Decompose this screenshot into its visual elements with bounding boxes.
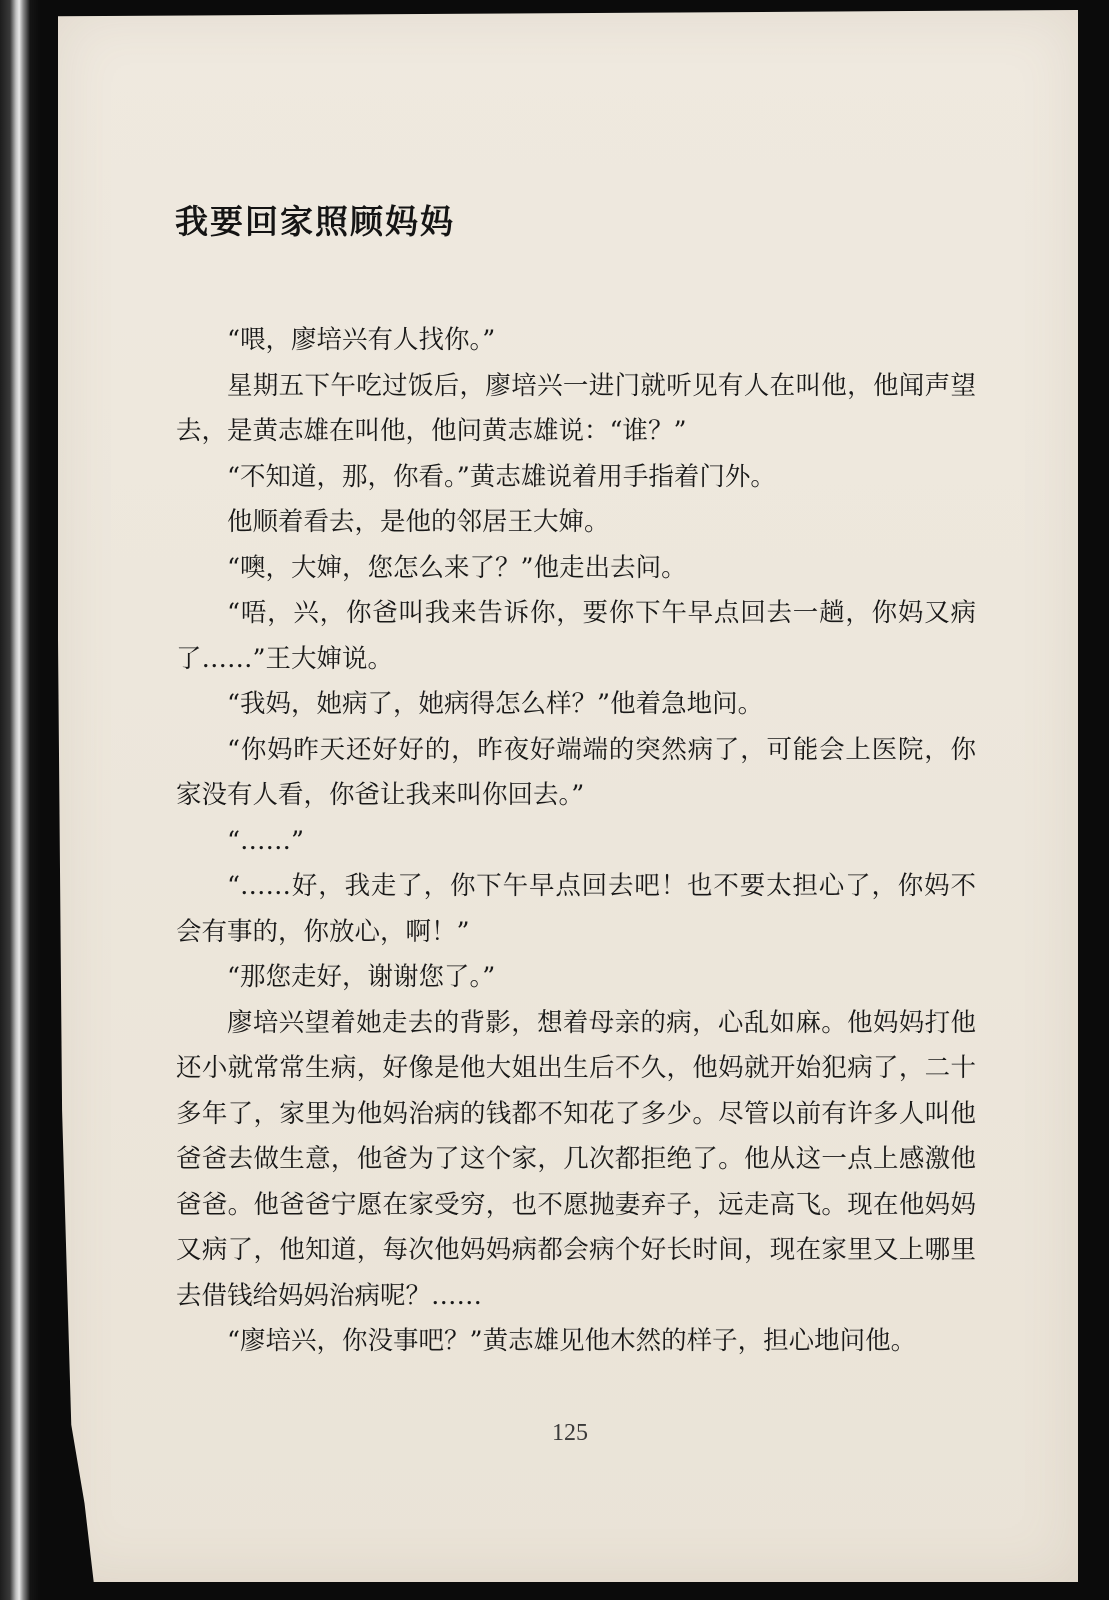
paragraph: “那您走好，谢谢您了。”	[227, 962, 496, 992]
paragraph: “……”	[227, 825, 305, 856]
paragraph: 他顺着看去，是他的邻居王大婶。	[227, 507, 610, 537]
body-text	[176, 318, 976, 1365]
paragraph: “廖培兴，你没事吧？”黄志雄见他木然的样子，担心地问他。	[227, 1326, 917, 1356]
paragraph: “噢，大婶，您怎么来了？”他走出去问。	[227, 552, 687, 583]
paragraph: “喂，廖培兴有人找你。”	[227, 325, 496, 355]
paragraph: “……好，我走了，你下午早点回去吧！也不要太担心了，你妈不会有事的，你放心，啊！”	[176, 871, 976, 947]
book-binding-edge	[0, 0, 40, 1600]
chapter-title: 我要回家照顾妈妈	[175, 202, 455, 241]
paragraph: “你妈昨天还好好的，昨夜好端端的突然病了，可能会上医院，你家没有人看，你爸让我来叫你回去。”	[176, 734, 976, 810]
page-number: 125	[552, 1420, 588, 1446]
paragraph: “不知道，那，你看。”黄志雄说着用手指着门外。	[227, 461, 776, 492]
paragraph: 廖培兴望着她走去的背影，想着母亲的病，心乱如麻。他妈妈打他还小就常常生病，好像是他大姐出生后不久，他妈就开始犯病了，二十多年了，家里为他妈治病的钱都不知花了多少。尽管以前有许多人叫他爸爸去做生意，他爸为了这个家，几次都拒绝了。他从这一点上感激他爸爸。他爸爸宁愿在家受穷，也不愿抛妻弃子，远走高飞。现在他妈妈又病了，他知道，每次他妈妈病都会病个好长时间，现在家里又上哪里去借钱给妈妈治病呢？……	[176, 1007, 976, 1311]
paragraph: 星期五下午吃过饭后，廖培兴一进门就听见有人在叫他，他闻声望去，是黄志雄在叫他，他问黄志雄说：“谁？”	[176, 370, 976, 446]
paragraph: “唔，兴，你爸叫我来告诉你，要你下午早点回去一趟，你妈又病了……”王大婶说。	[176, 598, 976, 674]
paragraph: “我妈，她病了，她病得怎么样？”他着急地问。	[227, 689, 764, 719]
